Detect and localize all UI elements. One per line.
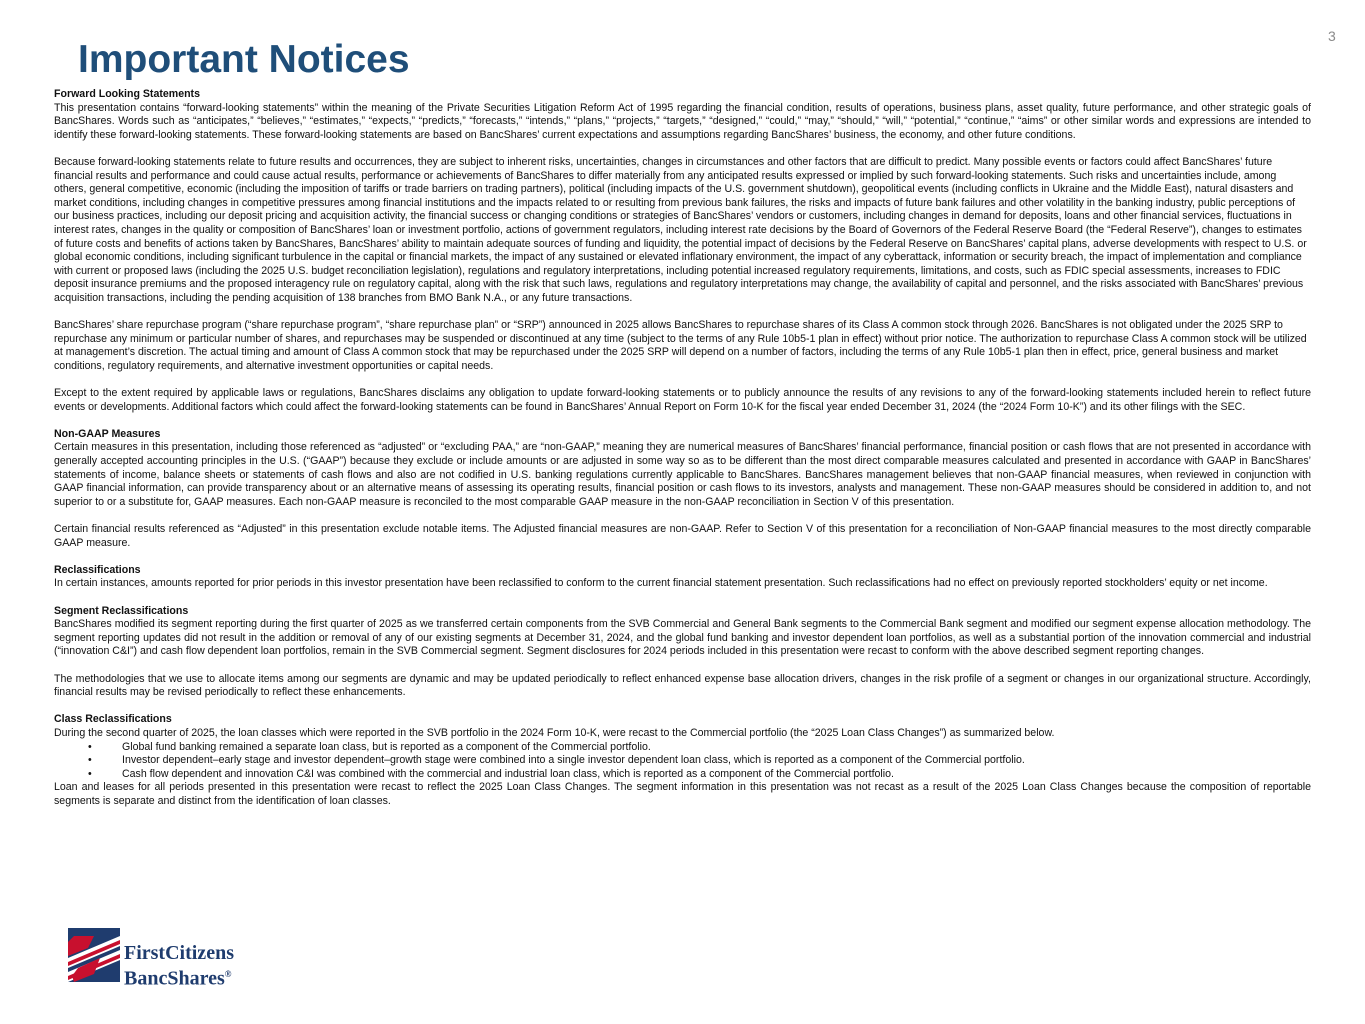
page-title: Important Notices bbox=[78, 38, 410, 81]
forward-looking-paragraph-1: This presentation contains “forward-looking statements” within the meaning of the Private Securities Litigation Reform Act of 1995 regarding the financial condition, results of operations, business plans, asset quality, future performance, and other strategic goals of BancShares. Words such as “anticipates,” “believes,” “estimates,” “expects,” “predicts,” “forecasts,” “intends,” “plans,” “projects,” “targets,” “designed,” “could,” “may,” “should,” “will,” “potential,” “continue,” “aims” or other similar words and expressions are intended to identify these forward-looking statements. These forward-looking statements are based on BancShares’ current expectations and assumptions regarding BancShares’ business, the economy, and other future conditions. bbox=[54, 101, 1311, 141]
list-item bbox=[54, 741, 1311, 755]
list-item bbox=[54, 768, 1311, 782]
class-reclassifications-intro: During the second quarter of 2025, the loan classes which were reported in the SVB portfolio in the 2024 Form 10-K, were recast to the Commercial portfolio (the “2025 Loan Class Changes”) as summarized below. bbox=[54, 726, 1055, 739]
section-heading-class-reclassifications: Class Reclassifications bbox=[54, 713, 172, 726]
bullet-icon: • bbox=[88, 740, 92, 753]
list-item bbox=[54, 754, 1311, 768]
list-item-text: Investor dependent–early stage and investor dependent–growth stage were combined into a single investor dependent loan class, which is reported as a component of the Commercial portfolio. bbox=[122, 754, 1025, 767]
list-item-text: Cash flow dependent and innovation C&I was combined with the commercial and industrial loan class, which is reported as a component of the Commercial portfolio. bbox=[122, 767, 894, 780]
forward-looking-paragraph-4: Except to the extent required by applicable laws or regulations, BancShares disclaims any obligation to update forward-looking statements or to publicly announce the results of any revisions to any of the forward-looking statements included herein to reflect future events or developments. Additional factors which could affect the forward-looking statements can be found in BancShares’ Annual Report on Form 10-K for the fiscal year ended December 31, 2024 (the “2024 Form 10-K”) and its other filings with the SEC. bbox=[54, 387, 1311, 413]
logo-text-bancshares bbox=[124, 963, 232, 990]
company-logo bbox=[68, 928, 268, 988]
notices-body bbox=[54, 88, 1311, 822]
list-item-text: Global fund banking remained a separate loan class, but is reported as a component of the Commercial portfolio. bbox=[122, 740, 651, 753]
logo-text-bancshares-word: BancShares bbox=[124, 967, 225, 990]
segment-reclassifications-paragraph-1: BancShares modified its segment reporting during the first quarter of 2025 as we transferred certain components from the SVB Commercial and General Bank segments to the Commercial Bank segment and modified our segment expense allocation methodology. The segment reporting updates did not result in the addition or removal of any of our existing segments at December 31, 2024, and the global fund banking and investor dependent loan portfolios, as well as a substantial portion of the innovation commercial and industrial (“innovation C&I”) and cash flow dependent loan portfolios, remain in the SVB Commercial segment. Segment disclosures for 2024 periods included in this presentation were recast to conform with the above described segment reporting changes. bbox=[54, 618, 1311, 658]
loan-class-changes-list bbox=[54, 741, 1311, 782]
section-heading-reclassifications: Reclassifications bbox=[54, 563, 141, 576]
section-heading-segment-reclassifications: Segment Reclassifications bbox=[54, 604, 189, 617]
forward-looking-section bbox=[54, 88, 1311, 414]
flag-logo-icon bbox=[68, 928, 120, 982]
non-gaap-section bbox=[54, 428, 1311, 550]
reclassifications-section bbox=[54, 564, 1311, 591]
non-gaap-paragraph-2: Certain financial results referenced as “Adjusted” in this presentation exclude notable items. The Adjusted financial measures are non-GAAP. Refer to Section V of this presentation for a reconciliation of Non-GAAP financial measures to the most directly comparable GAAP measure. bbox=[54, 523, 1311, 549]
bullet-icon: • bbox=[88, 767, 92, 780]
logo-text-first-citizens: FirstCitizens bbox=[124, 942, 234, 964]
page-number: 3 bbox=[1328, 28, 1336, 44]
reclassifications-paragraph-1: In certain instances, amounts reported for prior periods in this investor presentation have been reclassified to conform to the current financial statement presentation. Such reclassifications had no effect on previously reported stockholders’ equity or net income. bbox=[54, 577, 1268, 590]
bullet-icon: • bbox=[88, 754, 92, 767]
segment-reclassifications-paragraph-2: The methodologies that we use to allocate items among our segments are dynamic and may be updated periodically to reflect enhanced expense base allocation drivers, changes in the risk profile of a segment or changes in our organizational structure. Accordingly, financial results may be revised periodically to reflect these enhancements. bbox=[54, 672, 1311, 699]
section-heading-non-gaap: Non-GAAP Measures bbox=[54, 427, 161, 440]
class-reclassifications-section bbox=[54, 713, 1311, 808]
section-heading-forward-looking: Forward Looking Statements bbox=[54, 88, 200, 100]
non-gaap-paragraph-1: Certain measures in this presentation, including those referenced as “adjusted” or “excluding PAA,” are “non-GAAP,” meaning they are numerical measures of BancShares’ financial performance, financial position or cash flows that are not presented in accordance with generally accepted accounting principles in the U.S. (“GAAP”) because they exclude or include amounts or are adjusted in some way so as to be different than the most direct comparable measures calculated and presented in accordance with GAAP in BancShares’ statements of income, balance sheets or statements of cash flows and also are not codified in U.S. banking regulations currently applicable to BancShares. BancShares management believes that non-GAAP financial measures, when reviewed in conjunction with GAAP financial information, can provide transparency about or an alternative means of assessing its operating results, financial position or cash flows to its investors, analysts and management. These non-GAAP measures should be considered in addition to, and not superior to or a substitute for, GAAP measures. Each non-GAAP measure is reconciled to the most comparable GAAP measure in the non-GAAP reconciliation in Section V of this presentation. bbox=[54, 441, 1311, 508]
class-reclassifications-closing: Loan and leases for all periods presented in this presentation were recast to reflect the 2025 Loan Class Changes. The segment information in this presentation was not recast as a result of the 2025 Loan Class Changes because the composition of reportable segments is separate and distinct from the identification of loan classes. bbox=[54, 781, 1311, 807]
registered-mark: ® bbox=[224, 969, 232, 979]
forward-looking-paragraph-2: Because forward-looking statements relate to future results and occurrences, they are subject to inherent risks, uncertainties, changes in circumstances and other factors that are difficult to predict. Many possible events or factors could affect BancShares’ future financial results and performance and could cause actual results, performance or achievements of BancShares to differ materially from any anticipated results expressed or implied by such forward-looking statements. Such risks and uncertainties include, among others, general competitive, economic (including the imposition of tariffs or trade barriers on trading partners), political (including impacts of the U.S. government shutdown), geopolitical events (including conflicts in Ukraine and the Middle East), natural disasters and market conditions, including changes in competitive pressures among financial institutions and the impacts related to or resulting from previous bank failures, the risks and impacts of future bank failures and other volatility in the banking industry, public perceptions of our business practices, including our deposit pricing and acquisition activity, the financial success or changing conditions or strategies of BancShares’ vendors or customers, including changes in demand for deposits, loans and other financial services, fluctuations in interest rates, changes in the quality or composition of BancShares’ loan or investment portfolio, actions of government regulators, including interest rate decisions by the Board of Governors of the Federal Reserve Board (the “Federal Reserve”), changes to estimates of future costs and benefits of actions taken by BancShares, BancShares’ ability to maintain adequate sources of funding and liquidity, the potential impact of decisions by the Federal Reserve on BancShares’ capital plans, adverse developments with respect to U.S. or global economic conditions, including significant turbulence in the capital or financial markets, the impact of any sustained or elevated inflationary environment, the impact of any cyberattack, information or security breach, the impact of implementation and compliance with current or proposed laws (including the 2025 U.S. budget reconciliation legislation), regulations and regulatory interpretations, including potential increased regulatory requirements, limitations, and costs, such as FDIC special assessments, increases to FDIC deposit insurance premiums and the proposed interagency rule on regulatory capital, along with the risk that such laws, regulations and regulatory interpretations may change, the availability of capital and personnel, and the risks associated with BancShares’ previous acquisition transactions, including the pending acquisition of 138 branches from BMO Bank N.A., or any future transactions. bbox=[54, 155, 1307, 304]
segment-reclassifications-section bbox=[54, 605, 1311, 700]
forward-looking-paragraph-3: BancShares’ share repurchase program (“share repurchase program”, “share repurchase plan” or “SRP”) announced in 2025 allows BancShares to repurchase shares of its Class A common stock through 2026. BancShares is not obligated under the 2025 SRP to repurchase any minimum or particular number of shares, and repurchases may be suspended or discontinued at any time (subject to the terms of any Rule 10b5-1 plan in effect) without prior notice. The authorization to repurchase Class A common stock will be utilized at management’s discretion. The actual timing and amount of Class A common stock that may be repurchased under the 2025 SRP will depend on a number of factors, including the terms of any Rule 10b5-1 plan then in effect, price, general business and market conditions, regulatory requirements, and alternative investment opportunities or capital needs. bbox=[54, 319, 1307, 372]
